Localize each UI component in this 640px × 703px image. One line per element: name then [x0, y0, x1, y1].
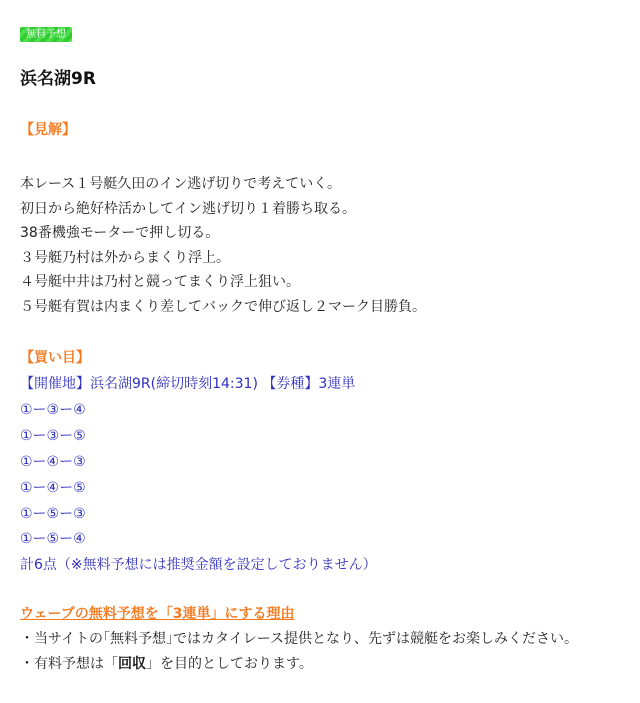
opinion-line: 38番機強モーターで押し切る。 — [20, 225, 220, 242]
combination-item: ①ー⑤ー③ — [20, 505, 86, 522]
total-line: 計6点（※無料予想には推奨金額を設定しておりません） — [20, 557, 377, 574]
combination-item: ①ー③ー④ — [20, 401, 86, 418]
opinion-heading: 【見解】 — [20, 122, 76, 138]
purchase-list — [20, 372, 377, 579]
reason-notes — [20, 627, 578, 677]
combination-item: ①ー⑤ー④ — [20, 531, 86, 548]
opinion-line: ３号艇乃村は外からまくり浮上。 — [20, 249, 230, 266]
opinion-line: 本レース１号艇久田のイン逃げ切りで考えていく。 — [20, 176, 342, 192]
opinion-text — [20, 172, 426, 320]
purchase-heading: 【買い目】 — [20, 350, 90, 366]
combination-item: ①ー④ー⑤ — [20, 479, 86, 496]
opinion-line: ４号艇中井は乃村と競ってまくり浮上狙い。 — [20, 274, 300, 291]
combination-item: ①ー④ー③ — [20, 453, 86, 470]
note-prefix: ・有料予想は「 — [20, 656, 118, 672]
race-title: 浜名湖9R — [20, 69, 96, 89]
note-line — [20, 652, 578, 677]
note-suffix: 」を目的としております。 — [146, 656, 313, 672]
note-bold-word: 回収 — [118, 656, 146, 672]
opinion-line: ５号艇有賀は内まくり差してバックで伸び返し２マーク目勝負。 — [20, 298, 426, 315]
combination-item: ①ー③ー⑤ — [20, 427, 86, 444]
note-line: ・当サイトの｢無料予想｣ではカタイレース提供となり、先ずは競艇をお楽しみください。 — [20, 631, 579, 647]
opinion-line: 初日から絶好枠活かしてイン逃げ切り１着勝ち取る。 — [20, 200, 356, 217]
venue-line: 【開催地】浜名湖9R(締切時刻14:31) 【券種】3連単 — [20, 376, 356, 392]
free-prediction-badge: 無料予想 — [20, 27, 72, 42]
trifecta-reason-link[interactable]: ウェーブの無料予想を「3連単」にする理由 — [20, 606, 295, 622]
